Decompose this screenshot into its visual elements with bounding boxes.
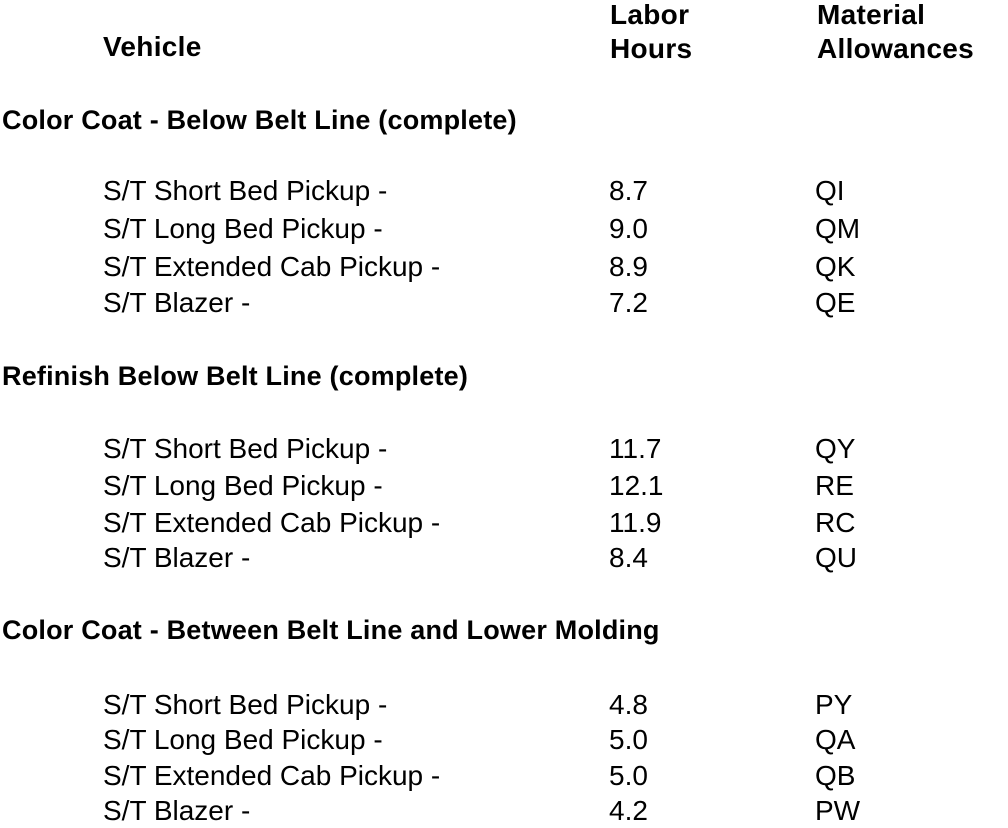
- vehicle-cell: S/T Short Bed Pickup -: [103, 689, 388, 720]
- material-allowance-cell: PY: [815, 689, 853, 720]
- header-material-line2: Allowances: [817, 33, 975, 64]
- labor-hours-cell: 5.0: [609, 760, 648, 791]
- material-allowance-cell: QK: [815, 251, 856, 282]
- section-title: Color Coat - Below Belt Line (complete): [2, 105, 517, 135]
- vehicle-cell: S/T Extended Cab Pickup -: [103, 251, 441, 282]
- table-row: [0, 506, 1008, 540]
- header-labor-line2: Hours: [610, 33, 693, 64]
- vehicle-cell: S/T Long Bed Pickup -: [103, 213, 383, 244]
- header-labor-line1: Labor: [610, 0, 690, 30]
- labor-hours-cell: 8.9: [609, 251, 648, 282]
- table-row: [0, 286, 1008, 320]
- table-row: [0, 541, 1008, 575]
- material-allowance-cell: PW: [815, 795, 861, 826]
- table-row: [0, 723, 1008, 757]
- header-material-line1: Material: [817, 0, 926, 30]
- section-title: Refinish Below Belt Line (complete): [2, 361, 469, 391]
- material-allowance-cell: QA: [815, 724, 856, 755]
- labor-hours-cell: 9.0: [609, 213, 648, 244]
- material-allowance-cell: RC: [815, 507, 856, 538]
- material-allowance-cell: RE: [815, 470, 854, 501]
- vehicle-cell: S/T Long Bed Pickup -: [103, 470, 383, 501]
- labor-hours-cell: 4.8: [609, 689, 648, 720]
- header-material-allowances: [817, 0, 974, 66]
- material-allowance-cell: QB: [815, 760, 856, 791]
- table-row: [0, 759, 1008, 793]
- labor-hours-cell: 11.7: [609, 433, 662, 464]
- material-allowance-cell: QY: [815, 433, 856, 464]
- table-row: [0, 469, 1008, 503]
- vehicle-cell: S/T Blazer -: [103, 542, 251, 573]
- labor-hours-cell: 11.9: [609, 507, 662, 538]
- material-allowance-cell: QM: [815, 213, 861, 244]
- table-row: [0, 250, 1008, 284]
- material-allowance-cell: QU: [815, 542, 857, 573]
- vehicle-cell: S/T Short Bed Pickup -: [103, 433, 388, 464]
- vehicle-cell: S/T Short Bed Pickup -: [103, 175, 388, 206]
- table-row: [0, 688, 1008, 722]
- labor-hours-cell: 12.1: [609, 470, 664, 501]
- vehicle-cell: S/T Blazer -: [103, 795, 251, 826]
- labor-hours-cell: 5.0: [609, 724, 648, 755]
- header-vehicle: Vehicle: [103, 31, 202, 62]
- table-row: [0, 432, 1008, 466]
- labor-hours-cell: 7.2: [609, 287, 648, 318]
- material-allowance-cell: QI: [815, 175, 845, 206]
- labor-hours-cell: 8.7: [609, 175, 648, 206]
- header-labor-hours: [610, 0, 692, 66]
- vehicle-cell: S/T Long Bed Pickup -: [103, 724, 383, 755]
- labor-hours-cell: 4.2: [609, 795, 648, 826]
- material-allowance-cell: QE: [815, 287, 856, 318]
- table-row: [0, 212, 1008, 246]
- section-title: Color Coat - Between Belt Line and Lower Molding: [2, 615, 660, 645]
- table-row: [0, 794, 1008, 828]
- vehicle-cell: S/T Blazer -: [103, 287, 251, 318]
- table-row: [0, 174, 1008, 208]
- labor-hours-cell: 8.4: [609, 542, 648, 573]
- vehicle-cell: S/T Extended Cab Pickup -: [103, 507, 441, 538]
- vehicle-cell: S/T Extended Cab Pickup -: [103, 760, 441, 791]
